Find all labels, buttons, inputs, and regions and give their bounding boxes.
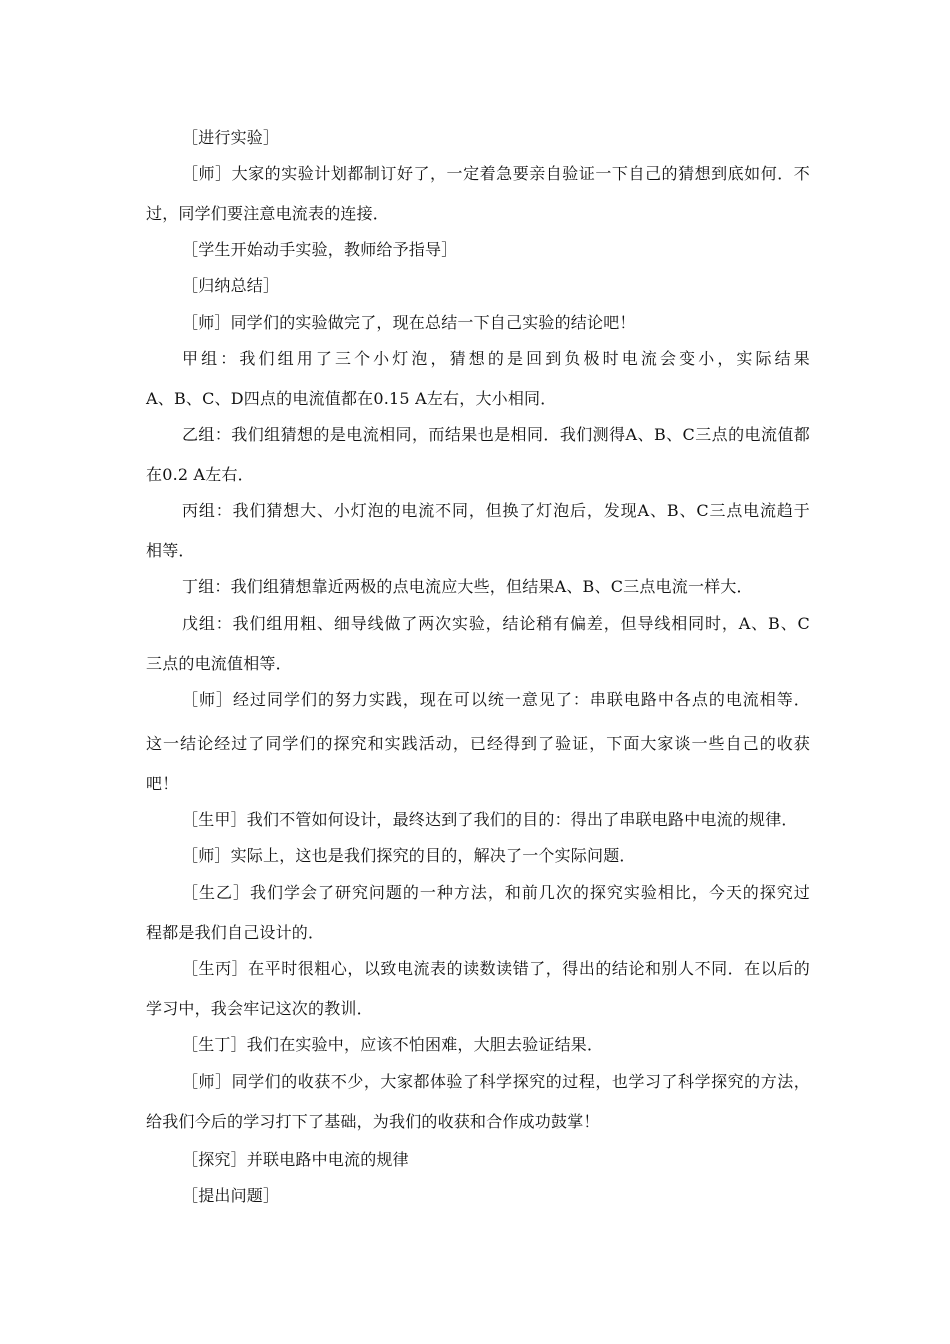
section-heading-question: ［提出问题］ — [182, 1186, 280, 1205]
stage-direction: ［学生开始动手实验，教师给予指导］ — [182, 240, 458, 259]
section-heading-summary: ［归纳总结］ — [182, 276, 280, 295]
student-yi-line: 程都是我们自己设计的． — [146, 923, 325, 942]
student-bing-line: ［生丙］在平时很粗心，以致电流表的读数读错了，得出的结论和别人不同．在以后的 — [182, 959, 810, 978]
section-heading-experiment: ［进行实验］ — [182, 128, 280, 147]
section-heading-explore: ［探究］并联电路中电流的规律 — [182, 1150, 409, 1169]
teacher-paragraph-line: ［师］实际上，这也是我们探究的目的，解决了一个实际问题． — [182, 846, 636, 865]
group-ding-line: 丁组：我们组猜想靠近两极的点电流应大些，但结果A、B、C三点电流一样大． — [182, 577, 753, 596]
teacher-paragraph-line: 这一结论经过了同学们的探究和实践活动，已经得到了验证，下面大家谈一些自己的收获 — [146, 734, 810, 753]
teacher-paragraph-line: ［师］大家的实验计划都制订好了，一定着急要亲自验证一下自己的猜想到底如何．不 — [182, 164, 810, 183]
student-jia-line: ［生甲］我们不管如何设计，最终达到了我们的目的：得出了串联电路中电流的规律． — [182, 810, 798, 829]
student-yi-line: ［生乙］我们学会了研究问题的一种方法，和前几次的探究实验相比，今天的探究过 — [182, 883, 810, 902]
group-wu-line: 戊组：我们组用粗、细导线做了两次实验，结论稍有偏差，但导线相同时，A、B、C — [182, 614, 810, 633]
teacher-paragraph-line: 过，同学们要注意电流表的连接． — [146, 204, 390, 223]
teacher-paragraph-line: ［师］经过同学们的努力实践，现在可以统一意见了：串联电路中各点的电流相等． — [182, 690, 810, 709]
group-jia-line: 甲组：我们组用了三个小灯泡，猜想的是回到负极时电流会变小，实际结果 — [182, 349, 810, 368]
student-ding-line: ［生丁］我们在实验中，应该不怕困难，大胆去验证结果． — [182, 1035, 604, 1054]
teacher-paragraph-line: 吧！ — [146, 774, 179, 793]
student-bing-line: 学习中，我会牢记这次的教训． — [146, 999, 373, 1018]
teacher-paragraph-line: ［师］同学们的实验做完了，现在总结一下自己实验的结论吧！ — [182, 313, 636, 332]
group-bing-line: 丙组：我们猜想大、小灯泡的电流不同，但换了灯泡后，发现A、B、C三点电流趋于 — [182, 501, 810, 520]
group-jia-line: A、B、C、D四点的电流值都在0.15 A左右，大小相同． — [146, 389, 557, 408]
teacher-paragraph-line: ［师］同学们的收获不少，大家都体验了科学探究的过程，也学习了科学探究的方法， — [182, 1072, 810, 1091]
group-yi-line: 乙组：我们组猜想的是电流相同，而结果也是相同．我们测得A、B、C三点的电流值都 — [182, 425, 810, 444]
group-bing-line: 相等． — [146, 541, 195, 560]
group-wu-line: 三点的电流值相等． — [146, 654, 292, 673]
teacher-paragraph-line: 给我们今后的学习打下了基础，为我们的收获和合作成功鼓掌！ — [146, 1112, 600, 1131]
group-yi-line: 在0.2 A左右． — [146, 465, 254, 484]
